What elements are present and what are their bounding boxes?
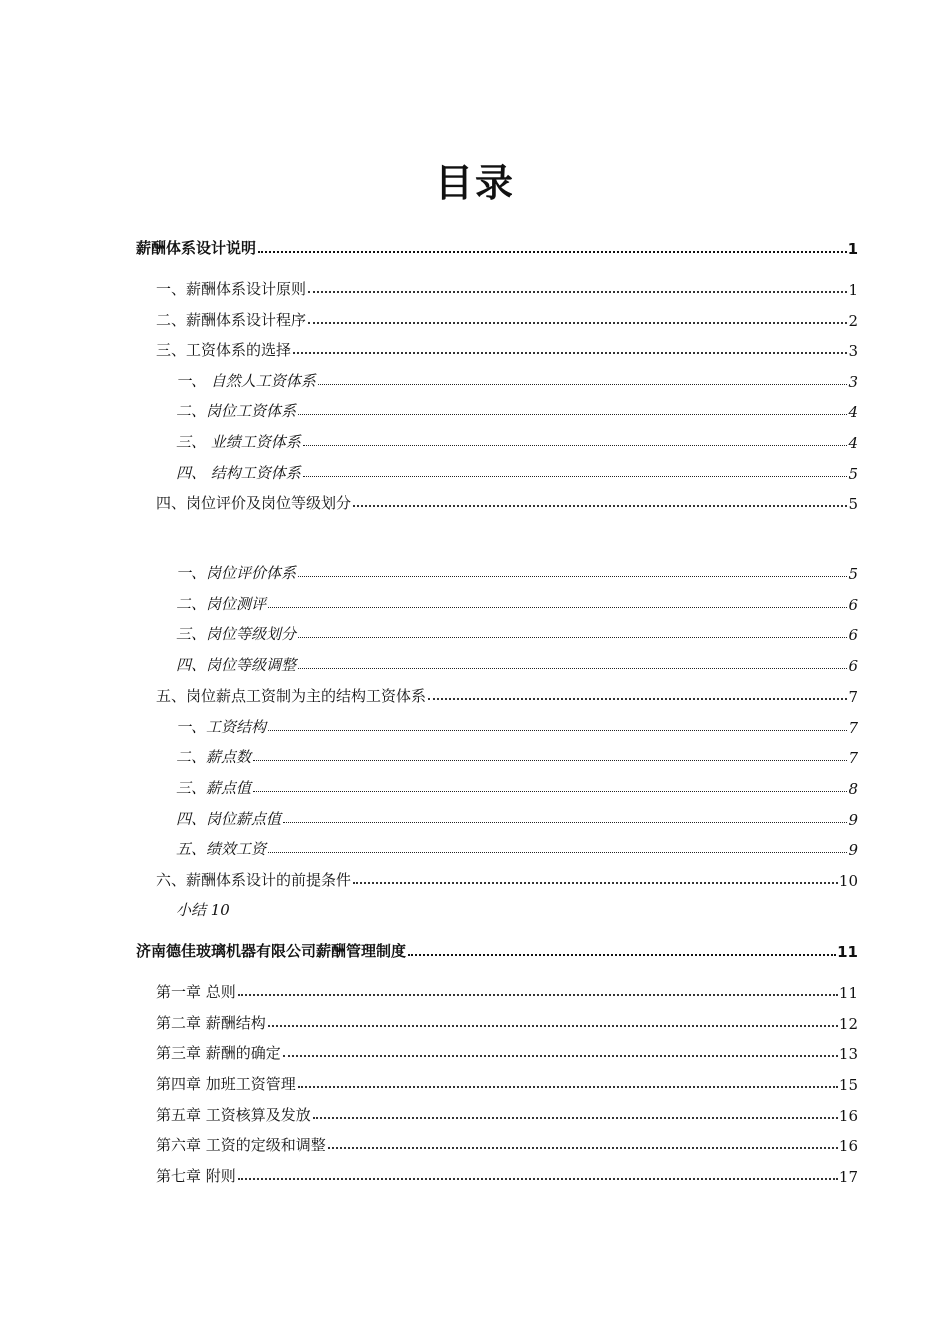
toc-chapter[interactable] (156, 1041, 858, 1063)
toc-page: 8 (848, 780, 858, 798)
toc-page: 11 (838, 984, 858, 1002)
toc-page: 2 (848, 312, 858, 330)
toc-leader (308, 322, 847, 324)
toc-subentry[interactable] (176, 622, 858, 644)
toc-chapter[interactable] (156, 1072, 858, 1094)
toc-entry[interactable] (156, 684, 858, 706)
toc-heading-company-policy[interactable] (136, 939, 858, 961)
toc-label: 四、岗位等级调整 (176, 656, 297, 674)
toc-leader (318, 384, 848, 385)
toc-label: 第六章 工资的定级和调整 (156, 1136, 326, 1154)
toc-leader (428, 698, 847, 700)
toc-leader (353, 505, 847, 507)
toc-page: 7 (848, 688, 858, 706)
toc-label: 三、工资体系的选择 (156, 341, 292, 359)
toc-entry[interactable] (156, 338, 858, 360)
toc-leader (298, 414, 847, 415)
toc-summary[interactable]: 小结 10 (176, 901, 230, 919)
toc-label: 第二章 薪酬结构 (156, 1014, 266, 1032)
toc-chapter[interactable] (156, 1164, 858, 1186)
toc-title: 目录 (434, 161, 515, 205)
toc-page: 11 (837, 943, 858, 961)
toc-subentry[interactable] (176, 776, 858, 798)
toc-label: 四、岗位薪点值 (176, 810, 282, 828)
toc-label: 济南德佳玻璃机器有限公司薪酬管理制度 (136, 942, 407, 960)
toc-page: 15 (838, 1076, 858, 1094)
toc-leader (238, 1178, 838, 1180)
toc-subentry[interactable] (176, 653, 858, 675)
toc-page: 7 (848, 749, 858, 767)
toc-page: 10 (838, 872, 858, 890)
toc-label: 五、绩效工资 (176, 840, 267, 858)
toc-label: 薪酬体系设计说明 (136, 239, 257, 257)
toc-leader (408, 954, 836, 956)
toc-leader (328, 1147, 838, 1149)
toc-page: 3 (848, 342, 858, 360)
toc-page: 9 (848, 811, 858, 829)
toc-page: 6 (848, 626, 858, 644)
toc-page: 4 (848, 403, 858, 421)
toc-page: 5 (848, 465, 858, 483)
toc-subentry[interactable] (176, 399, 858, 421)
toc-label: 第七章 附则 (156, 1167, 236, 1185)
toc-chapter[interactable] (156, 1011, 858, 1033)
toc-label: 二、薪酬体系设计程序 (156, 311, 307, 329)
toc-page: 1 (848, 281, 858, 299)
toc-label: 一、薪酬体系设计原则 (156, 280, 307, 298)
toc-label: 第三章 薪酬的确定 (156, 1044, 281, 1062)
toc-label: 一、岗位评价体系 (176, 564, 297, 582)
toc-label: 三、岗位等级划分 (176, 625, 297, 643)
toc-leader (268, 852, 847, 853)
toc-label: 四、岗位评价及岗位等级划分 (156, 494, 352, 512)
toc-leader (268, 1025, 838, 1027)
toc-leader (283, 822, 847, 823)
toc-chapter[interactable] (156, 980, 858, 1002)
toc-subentry[interactable] (176, 837, 858, 859)
toc-label: 二、薪点数 (176, 748, 252, 766)
toc-label: 三、 业绩工资体系 (176, 433, 301, 451)
toc-label: 第四章 加班工资管理 (156, 1075, 296, 1093)
toc-page: 17 (838, 1168, 858, 1186)
toc-subentry[interactable] (176, 592, 858, 614)
toc-label: 二、岗位测评 (176, 595, 267, 613)
toc-page: 5 (848, 495, 858, 513)
toc-label: 第一章 总则 (156, 983, 236, 1001)
toc-page: 5 (848, 565, 858, 583)
toc-leader (253, 791, 847, 792)
toc-page: 16 (838, 1107, 858, 1125)
toc-label: 五、岗位薪点工资制为主的结构工资体系 (156, 687, 427, 705)
toc-page: 4 (848, 434, 858, 452)
toc-leader (313, 1117, 838, 1119)
toc-label: 四、 结构工资体系 (176, 464, 301, 482)
toc-leader (268, 607, 847, 608)
toc-subentry[interactable] (176, 430, 858, 452)
toc-leader (298, 1086, 838, 1088)
toc-leader (268, 730, 847, 731)
toc-page: 3 (848, 373, 858, 391)
toc-leader (298, 576, 847, 577)
toc-page: 9 (848, 841, 858, 859)
toc-leader (303, 476, 848, 477)
toc-leader (308, 291, 847, 293)
toc-label: 一、工资结构 (176, 718, 267, 736)
toc-leader (238, 994, 838, 996)
toc-entry[interactable] (156, 277, 858, 299)
toc-page: 13 (838, 1045, 858, 1063)
toc-leader (298, 668, 847, 669)
toc-label: 三、薪点值 (176, 779, 252, 797)
toc-entry[interactable] (156, 868, 858, 890)
toc-chapter[interactable] (156, 1133, 858, 1155)
toc-label: 第五章 工资核算及发放 (156, 1106, 311, 1124)
toc-chapter[interactable] (156, 1103, 858, 1125)
toc-page: 6 (848, 657, 858, 675)
toc-leader (253, 760, 847, 761)
toc-label: 六、薪酬体系设计的前提条件 (156, 871, 352, 889)
toc-leader (258, 251, 847, 253)
toc-subentry[interactable] (176, 715, 858, 737)
toc-page: 6 (848, 596, 858, 614)
toc-subentry[interactable] (176, 369, 858, 391)
toc-subentry[interactable] (176, 461, 858, 483)
toc-leader (293, 352, 847, 354)
toc-leader (353, 882, 838, 884)
toc-leader (303, 445, 848, 446)
toc-label: 一、 自然人工资体系 (176, 372, 316, 390)
toc-heading-salary-system[interactable] (136, 236, 858, 258)
toc-leader (298, 637, 847, 638)
toc-page: 12 (838, 1015, 858, 1033)
toc-label: 二、岗位工资体系 (176, 402, 297, 420)
toc-leader (283, 1055, 838, 1057)
toc-subentry[interactable] (176, 807, 858, 829)
toc-page: 16 (838, 1137, 858, 1155)
toc-subentry[interactable] (176, 745, 858, 767)
toc-subentry[interactable] (176, 561, 858, 583)
toc-page: 7 (848, 719, 858, 737)
toc-entry[interactable] (156, 308, 858, 330)
toc-page: 1 (847, 240, 858, 258)
toc-entry[interactable] (156, 491, 858, 513)
